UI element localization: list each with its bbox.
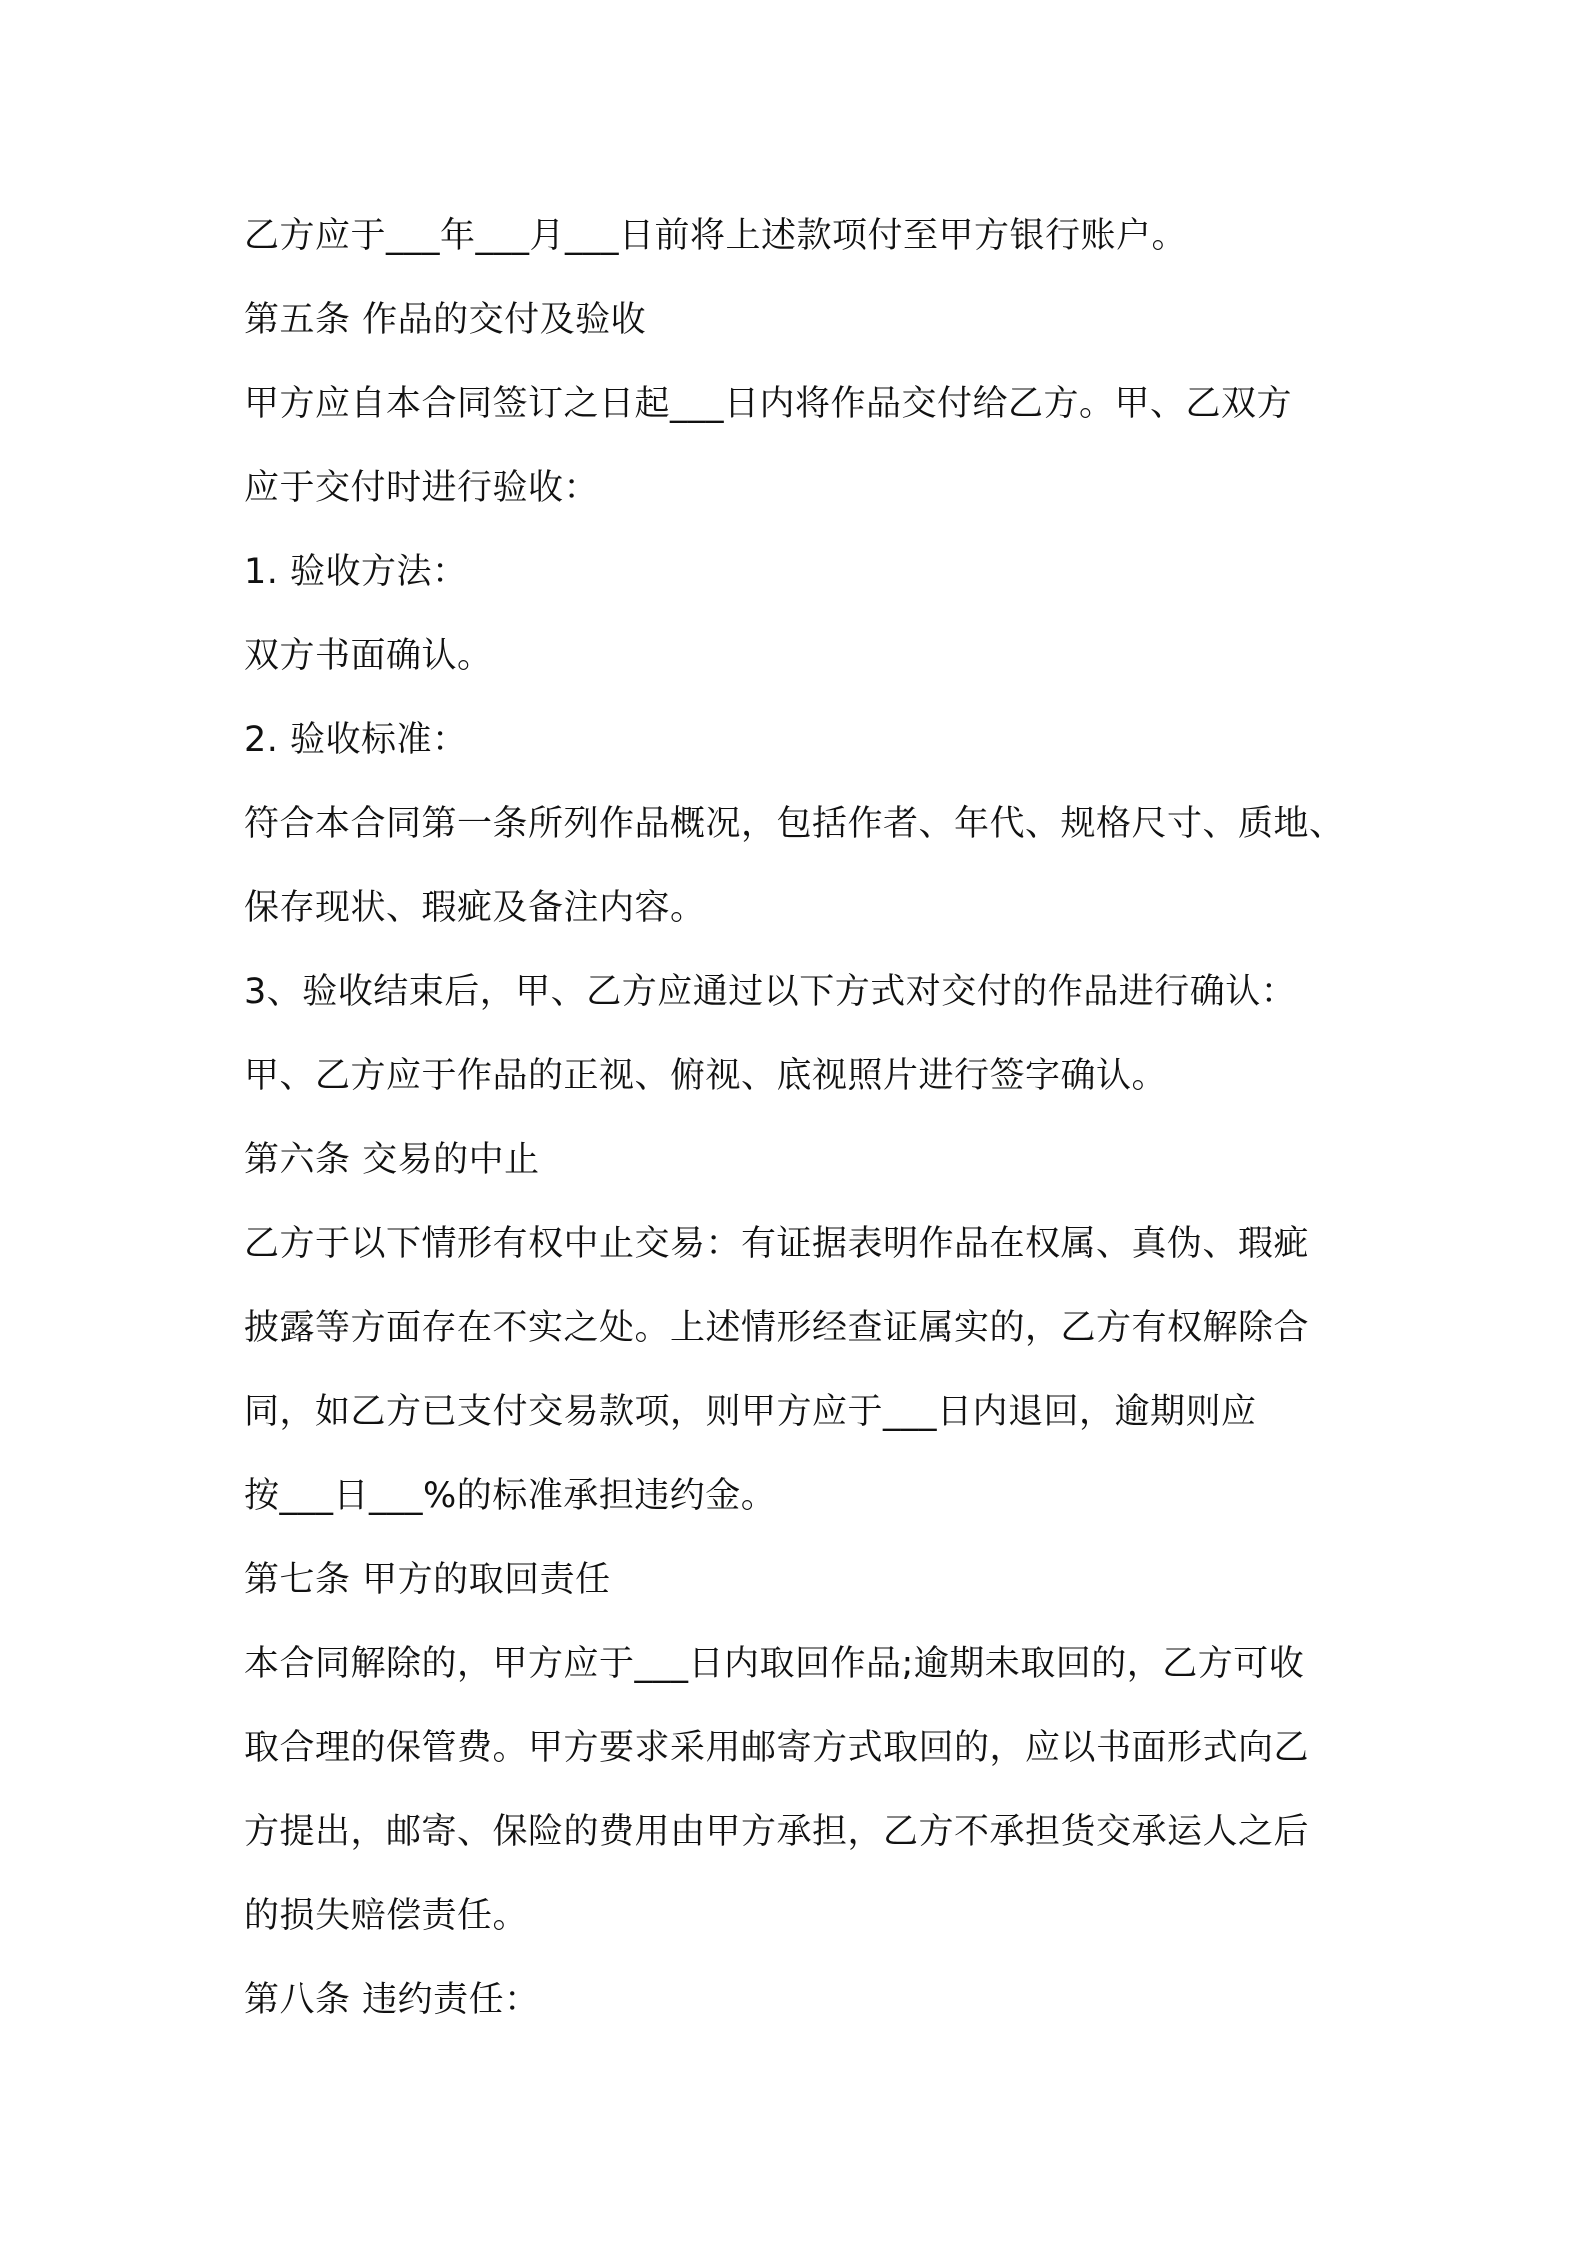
article-5-paragraph: 甲方应自本合同签订之日起___日内将作品交付给乙方。甲、乙双方 — [244, 384, 1293, 424]
article-6-paragraph: 按___日___%的标准承担违约金。 — [244, 1476, 777, 1516]
article-6-heading: 第六条 交易的中止 — [244, 1140, 540, 1180]
inspection-method-text: 双方书面确认。 — [244, 636, 493, 676]
article-7-heading: 第七条 甲方的取回责任 — [244, 1560, 611, 1600]
inspection-standard-text: 保存现状、瑕疵及备注内容。 — [244, 888, 706, 928]
inspection-confirmation-text: 3、验收结束后，甲、乙方应通过以下方式对交付的作品进行确认： — [244, 972, 1297, 1012]
inspection-method-heading: 1. 验收方法： — [244, 552, 468, 592]
article-6-paragraph: 披露等方面存在不实之处。上述情形经查证属实的，乙方有权解除合 — [244, 1308, 1310, 1348]
article-5-heading: 第五条 作品的交付及验收 — [244, 300, 647, 340]
article-6-paragraph: 同，如乙方已支付交易款项，则甲方应于___日内退回，逾期则应 — [244, 1392, 1257, 1432]
article-7-paragraph: 本合同解除的，甲方应于___日内取回作品;逾期未取回的，乙方可收 — [244, 1644, 1305, 1684]
inspection-standard-text: 符合本合同第一条所列作品概况，包括作者、年代、规格尺寸、质地、 — [244, 804, 1345, 844]
article-8-heading: 第八条 违约责任： — [244, 1980, 540, 2020]
article-7-paragraph: 方提出，邮寄、保险的费用由甲方承担，乙方不承担货交承运人之后 — [244, 1812, 1310, 1852]
article-7-paragraph: 取合理的保管费。甲方要求采用邮寄方式取回的，应以书面形式向乙 — [244, 1728, 1310, 1768]
inspection-standard-heading: 2. 验收标准： — [244, 720, 468, 760]
article-6-paragraph: 乙方于以下情形有权中止交易：有证据表明作品在权属、真伪、瑕疵 — [244, 1224, 1310, 1264]
article-5-paragraph: 应于交付时进行验收： — [244, 468, 600, 508]
inspection-confirmation-text: 甲、乙方应于作品的正视、俯视、底视照片进行签字确认。 — [244, 1056, 1168, 1096]
article-7-paragraph: 的损失赔偿责任。 — [244, 1896, 529, 1936]
document-body — [244, 194, 1364, 2042]
payment-deadline-text: 乙方应于___年___月___日前将上述款项付至甲方银行账户。 — [244, 216, 1188, 256]
